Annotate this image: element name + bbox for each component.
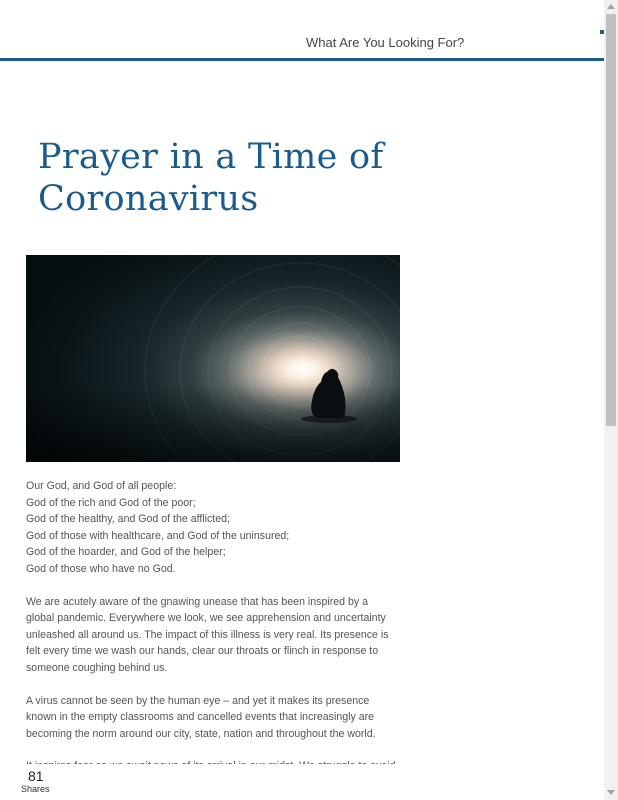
text-line: God of the rich and God of the poor; bbox=[26, 496, 196, 509]
hero-image bbox=[26, 255, 400, 462]
text-line: We are acutely aware of the gnawing unease that has been inspired by a bbox=[26, 595, 368, 608]
header-divider bbox=[0, 58, 604, 61]
article-body bbox=[26, 478, 404, 764]
text-line: global pandemic. Everywhere we look, we see apprehension and uncertainty bbox=[26, 612, 386, 625]
text-line: God of the hoarder, and God of the helper; bbox=[26, 546, 226, 559]
paragraph bbox=[26, 693, 404, 743]
article-title: Prayer in a Time of Coronavirus bbox=[38, 137, 384, 219]
text-line: God of the healthy, and God of the afflicted; bbox=[26, 513, 230, 526]
share-count: 81 bbox=[28, 768, 44, 784]
share-counter bbox=[0, 764, 604, 800]
text-line: Our God, and God of all people: bbox=[26, 480, 177, 492]
text-line: becoming the norm around our city, state, nation and throughout the world. bbox=[26, 727, 376, 740]
search-input[interactable] bbox=[286, 26, 598, 58]
text-line: A virus cannot be seen by the human eye – and yet it makes its presence bbox=[26, 694, 370, 707]
text-line: felt every time we wash our hands, clear our throats or flinch in response to bbox=[26, 645, 379, 658]
text-line: someone coughing behind us. bbox=[26, 661, 168, 674]
scroll-up-arrow-icon[interactable] bbox=[607, 4, 615, 9]
text-line: God of those who have no God. bbox=[26, 562, 176, 575]
scroll-down-arrow-icon[interactable] bbox=[607, 790, 615, 795]
tunnel-light-image bbox=[26, 255, 400, 462]
text-line: God of those with healthcare, and God of the uninsured; bbox=[26, 529, 290, 542]
prayer-invocation bbox=[26, 478, 404, 578]
scrollbar-thumb[interactable] bbox=[606, 14, 616, 426]
text-line: unleashed all around us. The impact of this illness is very real. Its presence is bbox=[26, 628, 389, 641]
share-label: Shares bbox=[21, 784, 50, 794]
text-line: known in the empty classrooms and cancelled events that increasingly are bbox=[26, 711, 375, 724]
paragraph bbox=[26, 594, 404, 677]
search-box[interactable] bbox=[286, 26, 604, 60]
vertical-scrollbar[interactable] bbox=[604, 0, 618, 800]
site-header bbox=[0, 0, 604, 62]
